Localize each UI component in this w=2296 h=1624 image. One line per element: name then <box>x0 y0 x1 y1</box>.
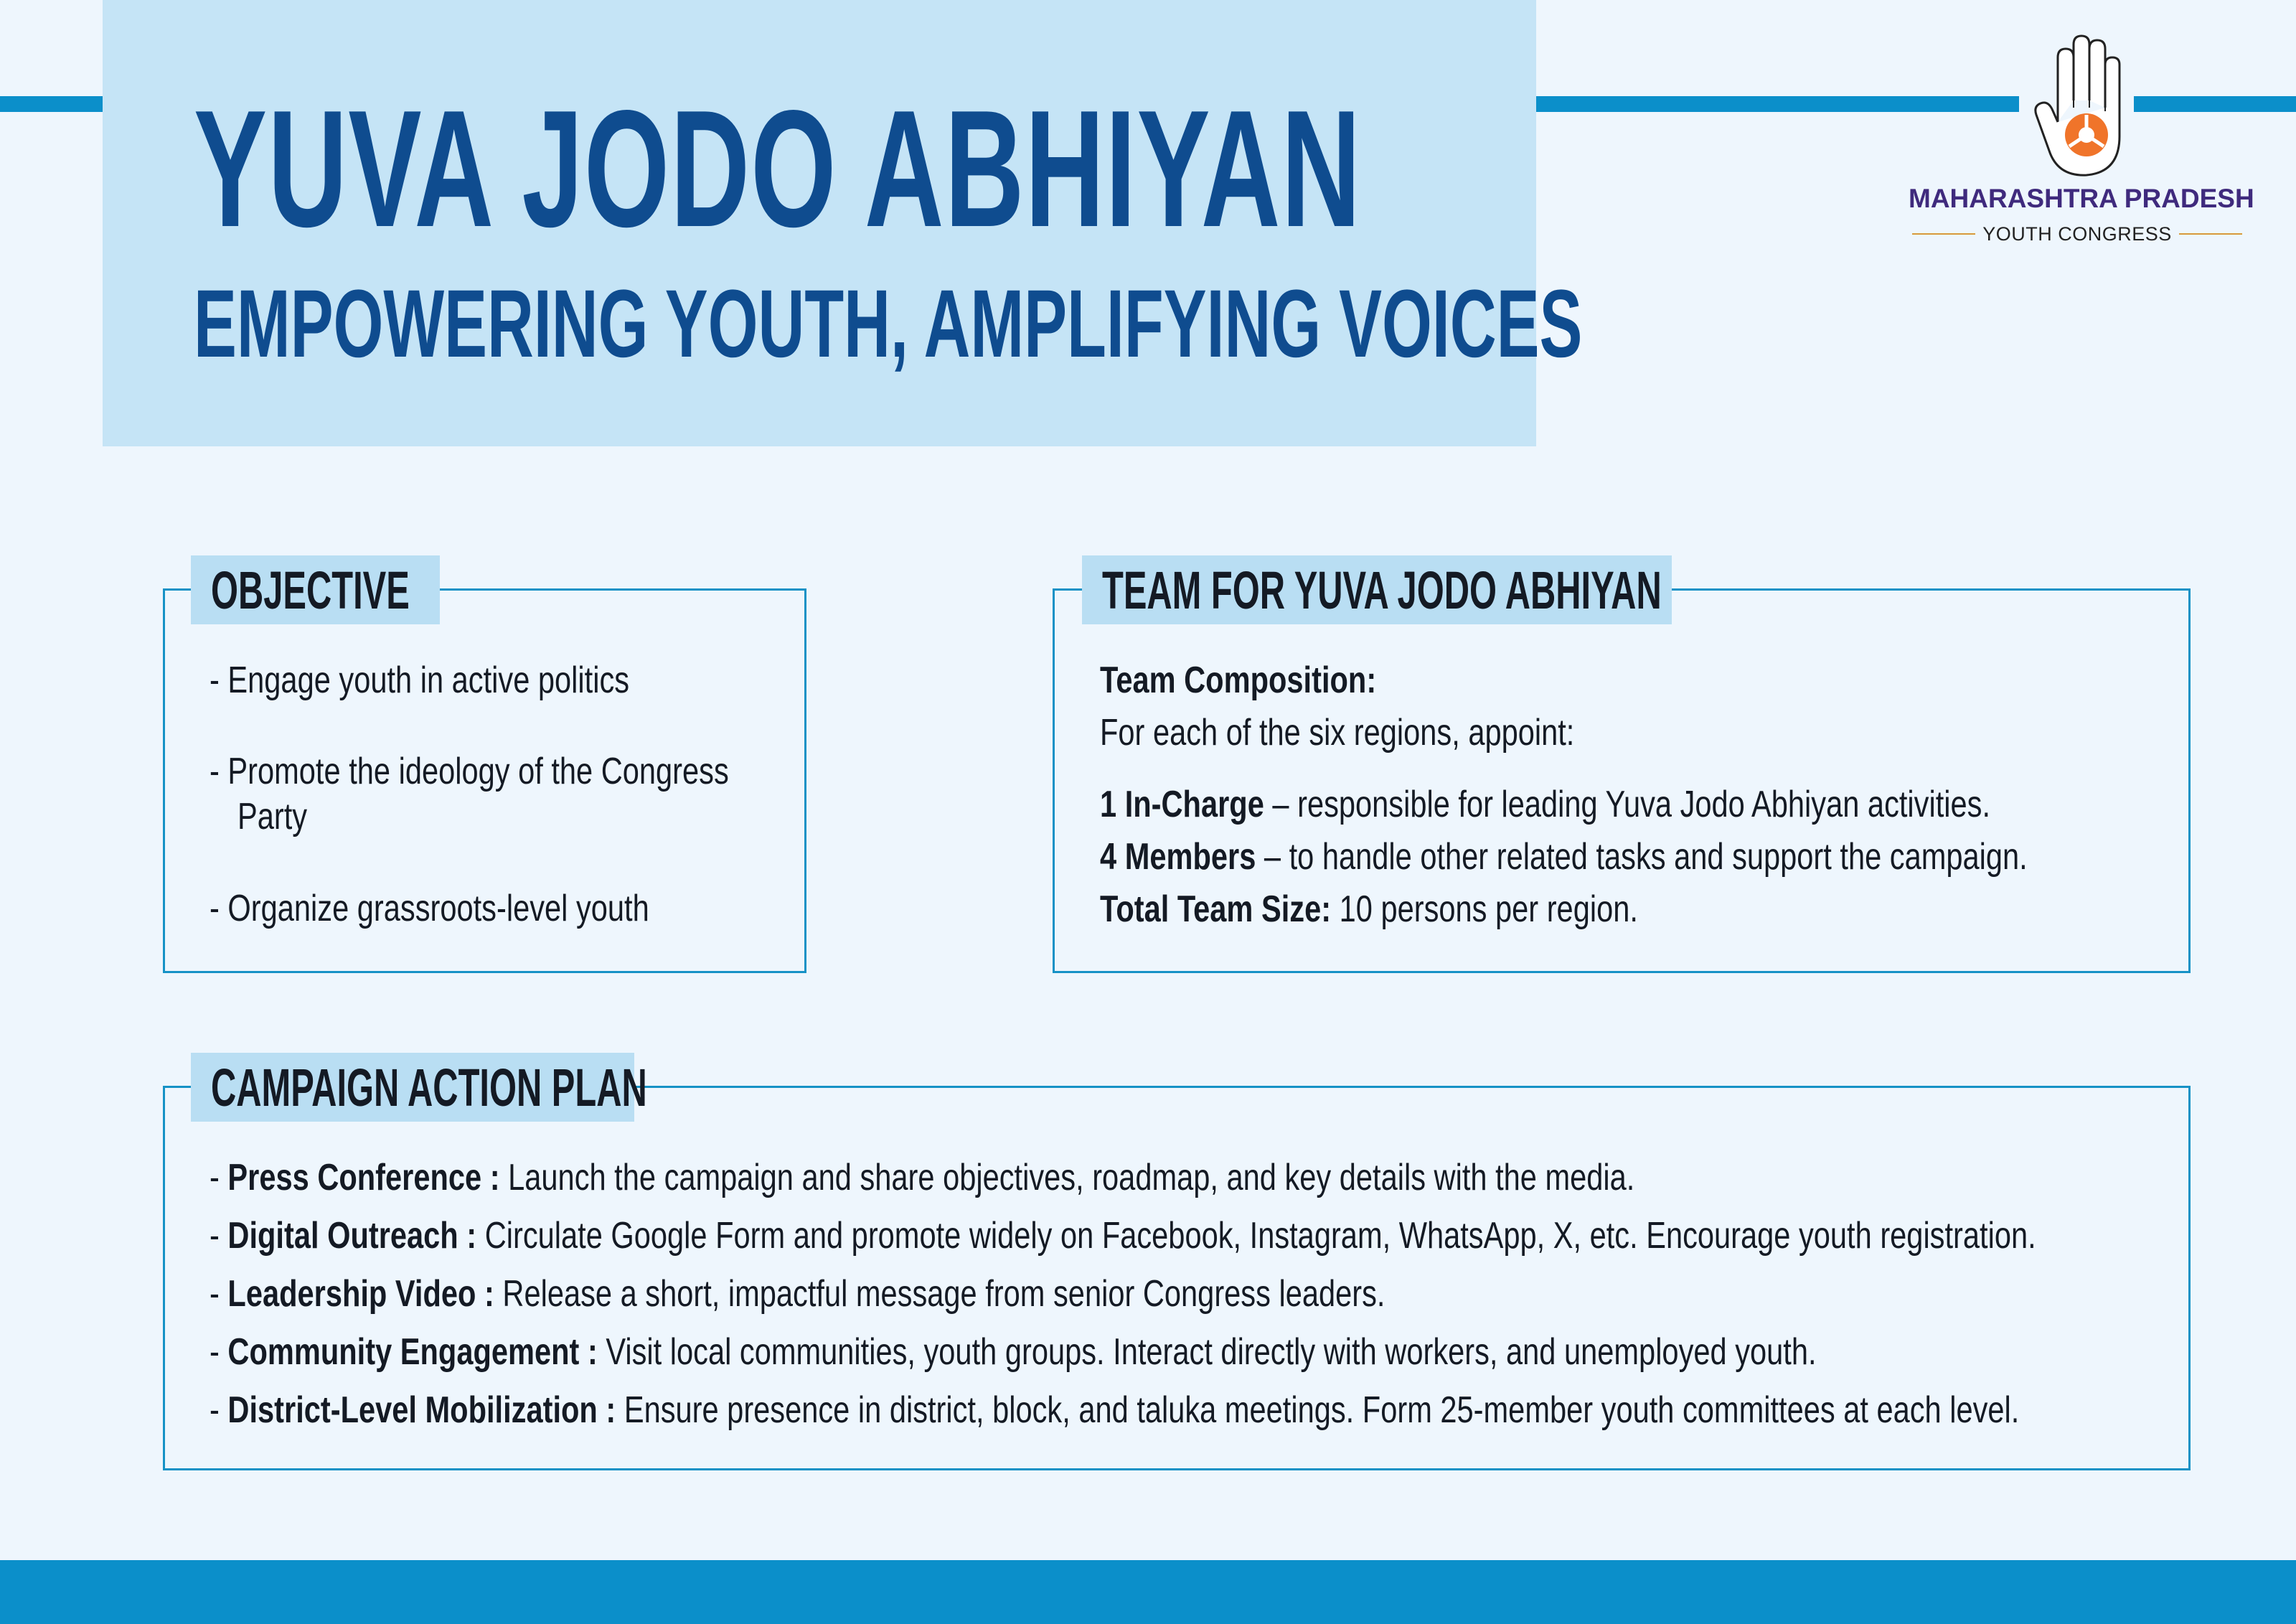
objective-heading <box>191 555 440 624</box>
team-heading-text: TEAM FOR YUVA JODO ABHIYAN <box>1102 560 1662 620</box>
header-rule-left <box>0 96 108 112</box>
team-heading <box>1082 555 1672 624</box>
header-rule-right <box>1535 96 2296 112</box>
campaign-item: - Community Engagement : Visit local communities, youth groups. Interact directly with workers, and unemployed youth. <box>210 1331 1817 1373</box>
objective-item: - Promote the ideology of the Congress <box>210 751 729 792</box>
logo-rule-left <box>1912 233 1975 235</box>
team-row: Total Team Size: 10 persons per region. <box>1100 888 1638 930</box>
footer-bar <box>0 1560 2296 1624</box>
objective-heading-text: OBJECTIVE <box>211 560 410 620</box>
objective-item: - Engage youth in active politics <box>210 660 630 701</box>
campaign-item: - Digital Outreach : Circulate Google Form and promote widely on Facebook, Instagram, WhatsApp, X, etc. Encourage youth registration. <box>210 1215 2036 1257</box>
team-row: 4 Members – to handle other related tasks and support the campaign. <box>1100 836 2028 878</box>
page-title: YUVA JODO ABHIYAN <box>194 76 1362 262</box>
campaign-item: - Leadership Video : Release a short, impactful message from senior Congress leaders. <box>210 1273 1385 1315</box>
logo-name: MAHARASHTRA PRADESH <box>1909 184 2254 213</box>
logo-tagline-text: YOUTH CONGRESS <box>1982 222 2172 245</box>
campaign-item: - District-Level Mobilization : Ensure presence in district, block, and taluka meetings. Form 25-member youth committees at each level. <box>210 1389 2020 1431</box>
objective-item: - Organize grassroots-level youth <box>210 888 649 929</box>
logo-tagline <box>1912 220 2242 248</box>
logo-rule-right <box>2179 233 2242 235</box>
campaign-heading-text: CAMPAIGN ACTION PLAN <box>211 1057 647 1117</box>
campaign-item: - Press Conference : Launch the campaign and share objectives, roadmap, and key details with the media. <box>210 1157 1635 1198</box>
page-subtitle: EMPOWERING YOUTH, AMPLIFYING VOICES <box>194 271 1583 377</box>
raised-hand-icon <box>2029 29 2130 179</box>
objective-item-continued: Party <box>237 796 308 837</box>
campaign-heading <box>191 1053 647 1122</box>
team-row: 1 In-Charge – responsible for leading Yuva Jodo Abhiyan activities. <box>1100 784 1991 825</box>
team-intro: For each of the six regions, appoint: <box>1100 712 1575 754</box>
team-composition-label: Team Composition: <box>1100 660 1377 701</box>
